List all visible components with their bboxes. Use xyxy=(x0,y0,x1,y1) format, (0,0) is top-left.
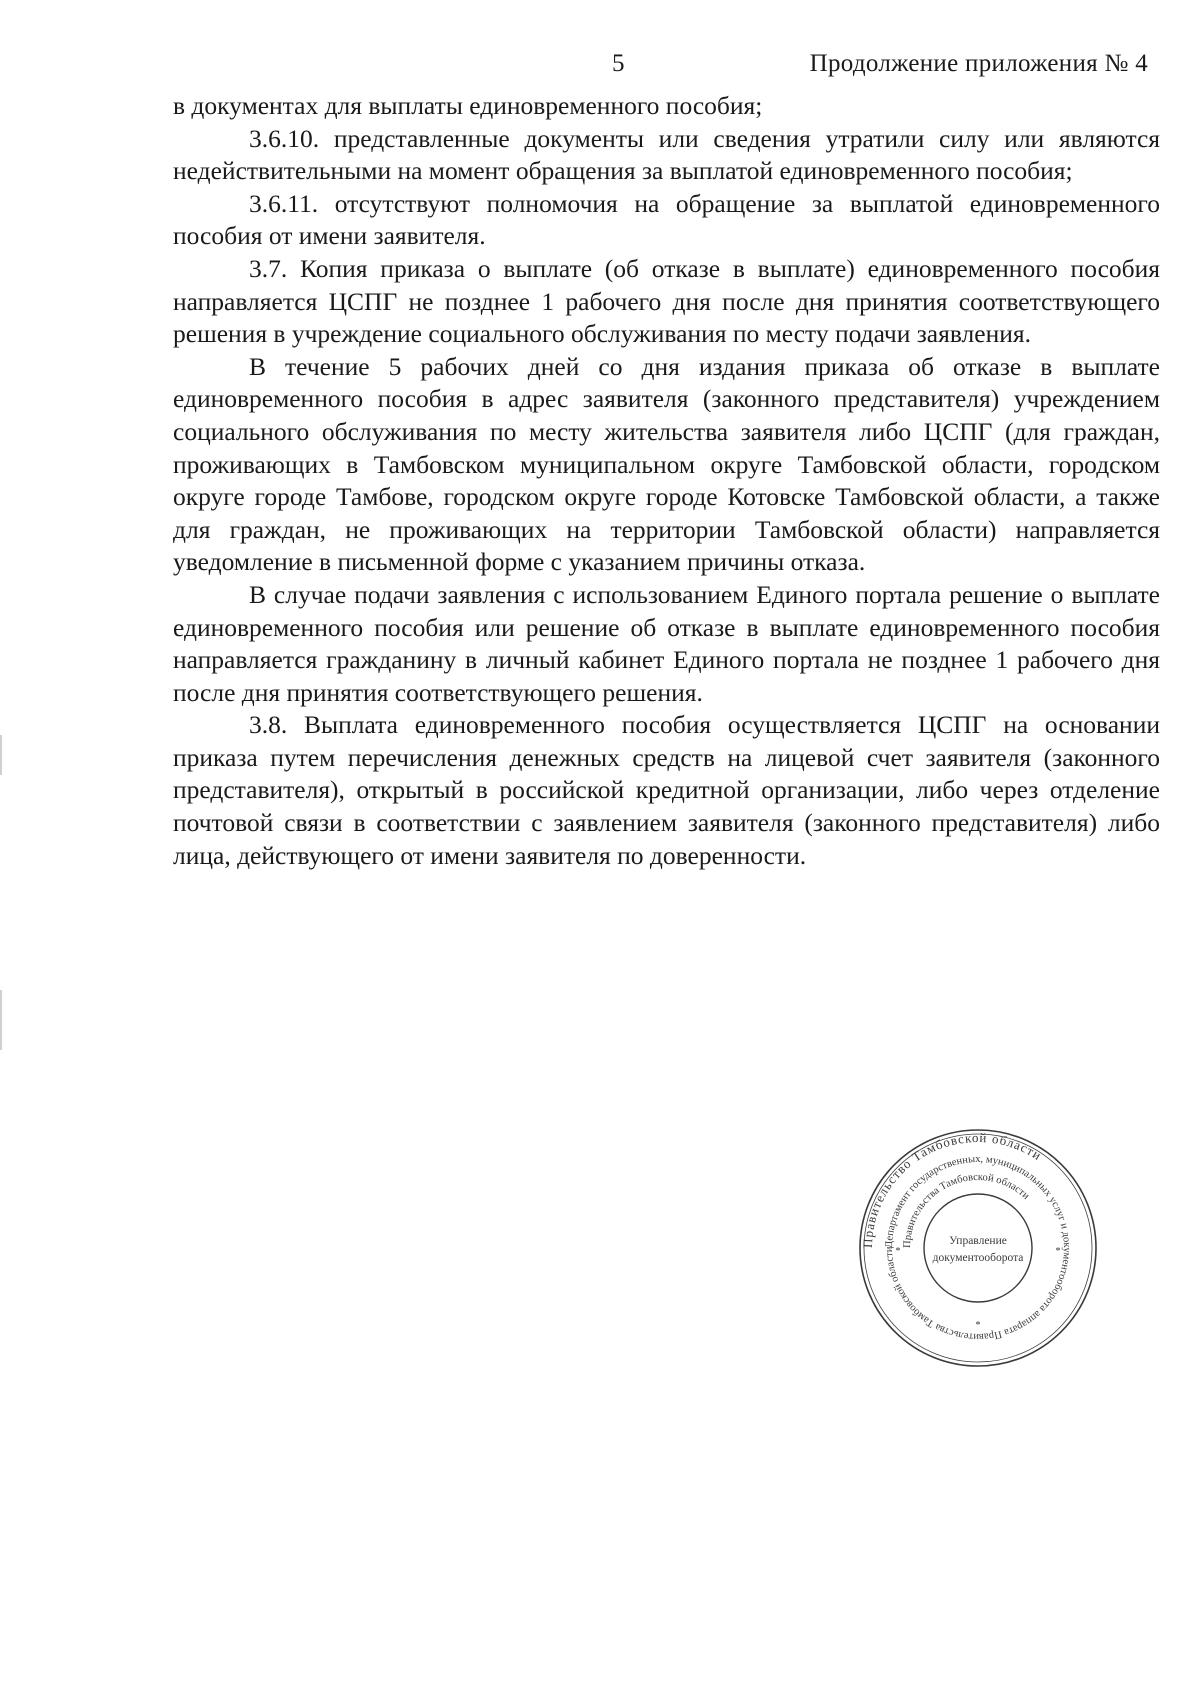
document-body xyxy=(173,90,1160,872)
paragraph: в документах для выплаты единовременного пособия; xyxy=(173,91,763,120)
seal-star-bottom: * xyxy=(975,1320,981,1331)
official-seal xyxy=(858,1128,1098,1368)
seal-inner-text: Правительства Тамбовской области xyxy=(901,1171,1032,1249)
seal-graphic xyxy=(858,1128,1098,1368)
paragraph: В случае подачи заявления с использованием Единого портала решение о выплате единовременного пособия или решение об отказе в выплате единовременного пособия направляется гражданину в личный кабинет Единого портала не позднее 1 рабочего дня после дня принятия соответствующего решения. xyxy=(173,579,1160,707)
paragraph: 3.6.10. представленные документы или сведения утратили силу или являются недействительными на момент обращения за выплатой единовременного пособия; xyxy=(173,123,1160,186)
scan-edge-mark xyxy=(0,735,2,775)
paragraph: 3.7. Копия приказа о выплате (об отказе в выплате) единовременного пособия направляется ЦСПГ не позднее 1 рабочего дня после дня принятия соответствующего решения в учреждение социального обслуживания по месту подачи заявления. xyxy=(173,253,1160,349)
seal-center-line-1: Управление xyxy=(949,1235,1007,1247)
seal-middle-text: Департамент государственных, муниципальных услуг и документооборота аппарата Правительства Тамбовской области xyxy=(883,1153,1073,1343)
page-number: 5 xyxy=(612,50,625,77)
seal-star-right: * xyxy=(1055,1246,1061,1257)
paragraph: 3.6.11. отсутствуют полномочия на обращение за выплатой единовременного пособия от имени заявителя. xyxy=(173,188,1160,251)
paragraph: В течение 5 рабочих дней со дня издания приказа об отказе в выплате единовременного пособия в адрес заявителя (законного представителя) учреждением социального обслуживания по месту жительства заявителя либо ЦСПГ (для граждан, проживающих в Тамбовском муниципальном округе Тамбовской области, городском округе городе Тамбове, городском округе городе Котовске Тамбовской области, а также для граждан, не проживающих на территории Тамбовской области) направляется уведомление в письменной форме с указанием причины отказа. xyxy=(173,351,1160,577)
scan-edge-mark xyxy=(0,990,2,1050)
seal-outer-text: Правительство Тамбовской области xyxy=(859,1129,1045,1249)
seal-star-left: * xyxy=(895,1246,901,1257)
seal-center-line-2: документооборота xyxy=(932,1252,1024,1264)
paragraph: 3.8. Выплата единовременного пособия осуществляется ЦСПГ на основании приказа путем перечисления денежных средств на лицевой счет заявителя (законного представителя), открытый в российской кредитной организации, либо через отделение почтовой связи в соответствии с заявлением заявителя (законного представителя) либо лица, действующего от имени заявителя по доверенности. xyxy=(173,710,1160,870)
appendix-continuation-label: Продолжение приложения № 4 xyxy=(809,50,1148,77)
